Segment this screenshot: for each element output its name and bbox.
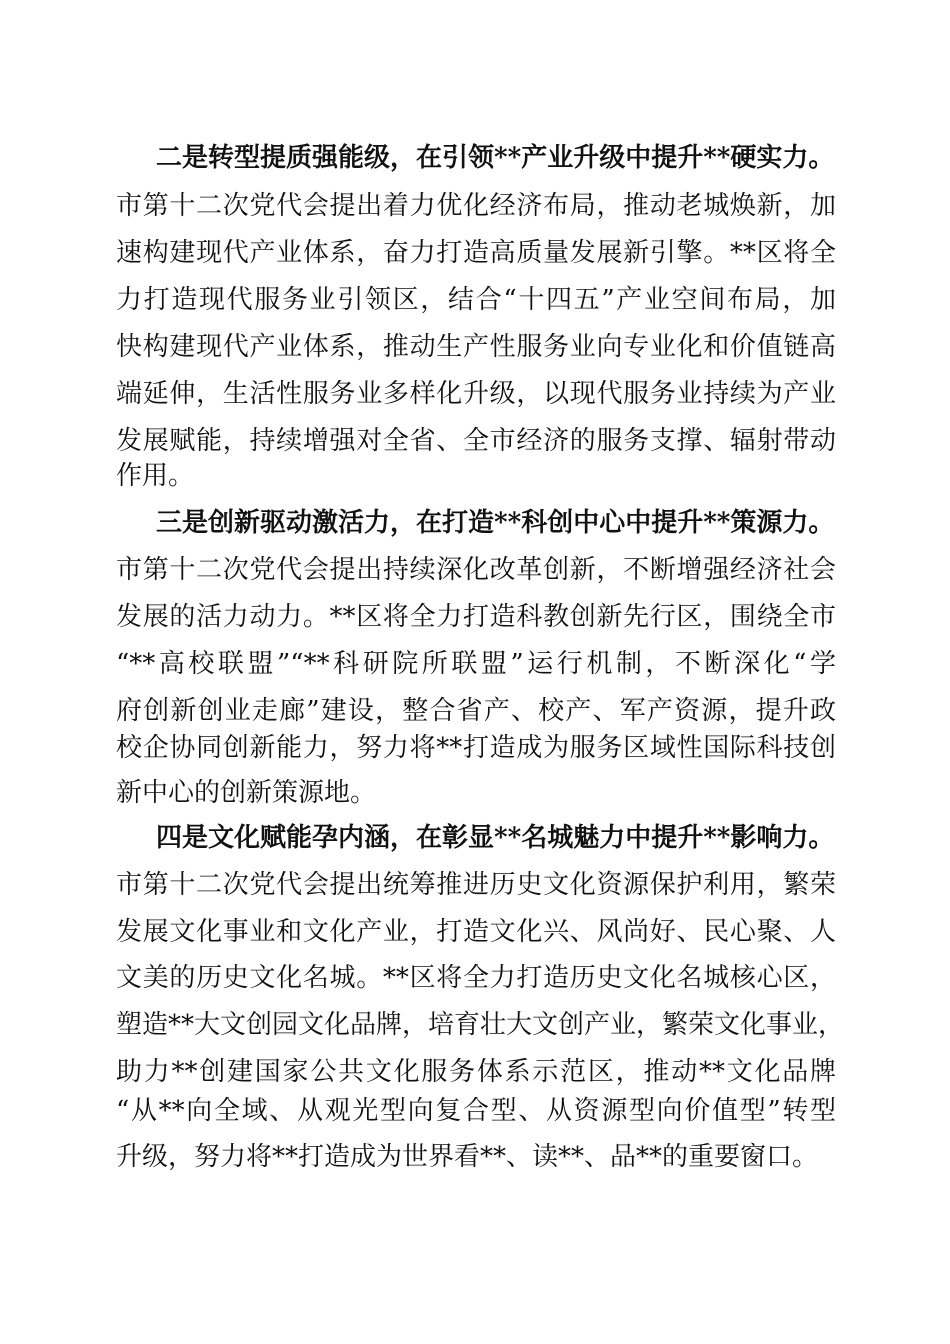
- paragraph-2-line-4: 府创新创业走廊”建设，整合省产、校产、军产资源，提升政: [116, 696, 836, 726]
- paragraph-3-heading: 四是文化赋能孕内涵，在彰显**名城魅力中提升**影响力。: [156, 823, 835, 853]
- paragraph-2-heading: 三是创新驱动激活力，在打造**科创中心中提升**策源力。: [156, 508, 835, 538]
- paragraph-2-line-5: 校企协同创新能力，努力将**打造成为服务区域性国际科技创: [116, 733, 836, 763]
- paragraph-3-line-6: “从**向全域、从观光型向复合型、从资源型向价值型”转型: [116, 1096, 836, 1126]
- paragraph-1-heading: 二是转型提质强能级，在引领**产业升级中提升**硬实力。: [156, 143, 835, 173]
- paragraph-3-line-5: 助力**创建国家公共文化服务体系示范区，推动**文化品牌: [116, 1057, 836, 1087]
- paragraph-3-line-4: 塑造**大文创园文化品牌，培育壮大文创产业，繁荣文化事业，: [116, 1010, 845, 1040]
- paragraph-1-line-4: 快构建现代产业体系，推动生产性服务业向专业化和价值链高: [116, 332, 836, 362]
- paragraph-1-line-5: 端延伸，生活性服务业多样化升级，以现代服务业持续为产业: [116, 379, 836, 409]
- paragraph-2-line-2: 发展的活力动力。**区将全力打造科教创新先行区，围绕全市: [116, 602, 836, 632]
- paragraph-3-line-2: 发展文化事业和文化产业，打造文化兴、风尚好、民心聚、人: [116, 917, 836, 947]
- paragraph-2-line-3: “**高校联盟”“**科研院所联盟”运行机制，不断深化“学: [116, 649, 836, 679]
- paragraph-1-line-3: 力打造现代服务业引领区，结合“十四五”产业空间布局，加: [116, 285, 836, 315]
- paragraph-2-line-1: 市第十二次党代会提出持续深化改革创新，不断增强经济社会: [116, 555, 836, 585]
- paragraph-3-line-7: 升级，努力将**打造成为世界看**、读**、品**的重要窗口。: [116, 1142, 819, 1172]
- paragraph-3-line-1: 市第十二次党代会提出统筹推进历史文化资源保护利用，繁荣: [116, 870, 836, 900]
- paragraph-1-line-6: 发展赋能，持续增强对全省、全市经济的服务支撑、辐射带动: [116, 426, 836, 456]
- paragraph-2-line-6: 新中心的创新策源地。: [116, 778, 377, 808]
- paragraph-1-line-2: 速构建现代产业体系，奋力打造高质量发展新引擎。**区将全: [116, 238, 836, 268]
- paragraph-1-line-7: 作用。: [116, 461, 195, 491]
- paragraph-3-line-3: 文美的历史文化名城。**区将全力打造历史文化名城核心区，: [116, 963, 836, 993]
- paragraph-1-line-1: 市第十二次党代会提出着力优化经济布局，推动老城焕新，加: [116, 191, 836, 221]
